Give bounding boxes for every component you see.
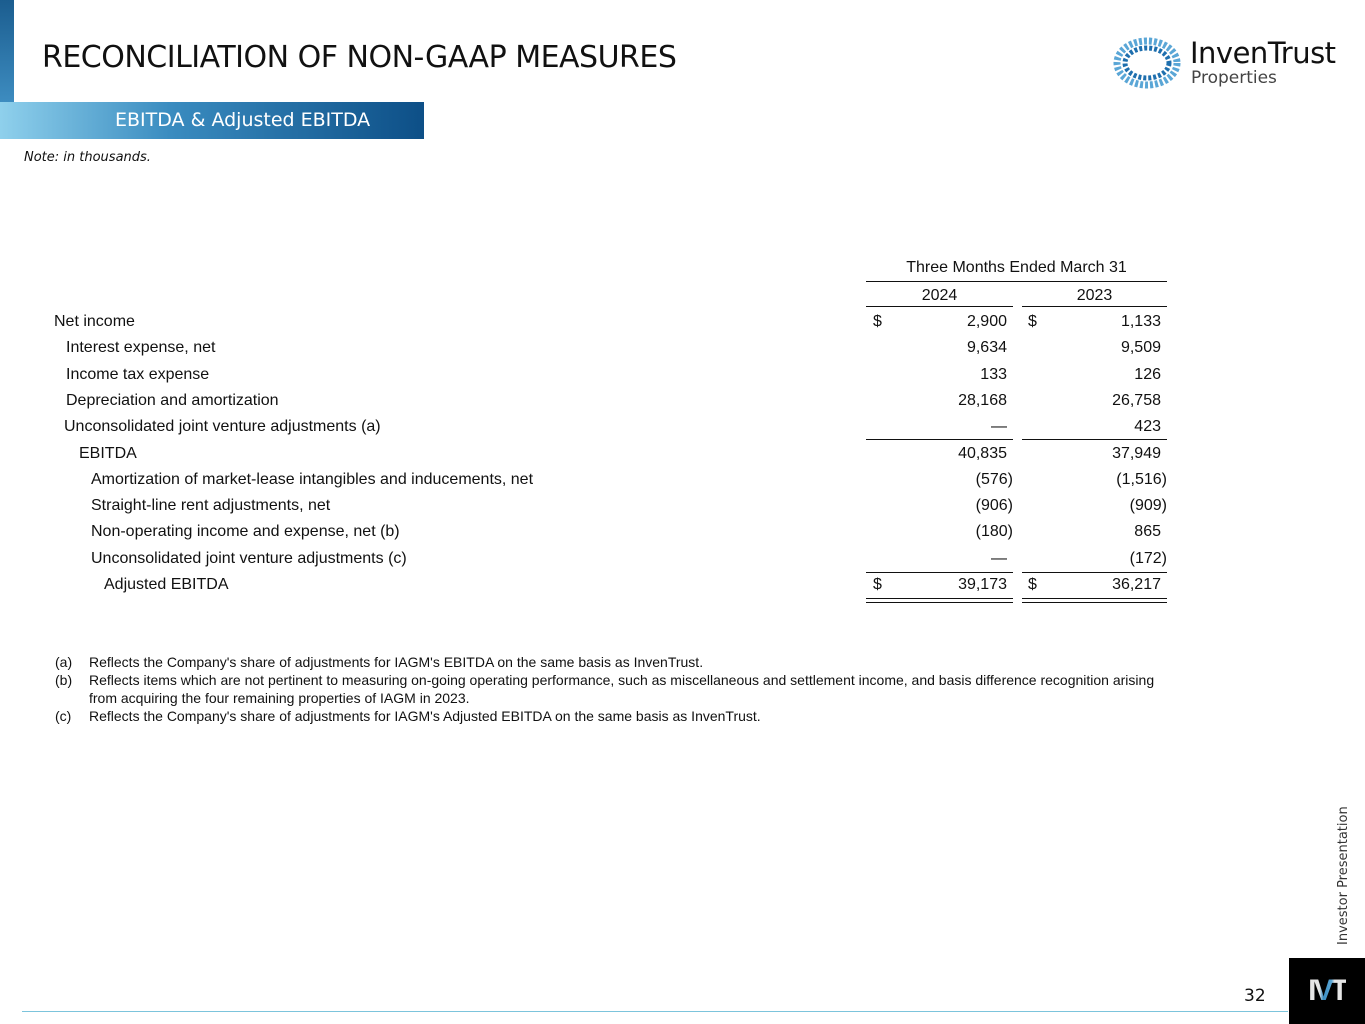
value-2023: 865 [1134,523,1161,541]
row-label: Unconsolidated joint venture adjustments (a) [64,418,381,436]
column-rule [1022,306,1167,307]
value-2023: 9,509 [1120,339,1161,357]
ivt-badge-logo [1289,958,1365,1024]
row-label: EBITDA [79,444,137,462]
column-2023: 2023 [1076,287,1113,304]
value-2023: 36,217 [1112,576,1161,593]
logo-name: InvenTrust [1190,36,1336,70]
row-label: Unconsolidated joint venture adjustments (c) [91,549,407,567]
row-label: Net income [54,313,135,330]
row-label: Straight-line rent adjustments, net [91,497,331,515]
row-label: Amortization of market-lease intangibles and inducements, net [91,470,534,488]
currency-symbol: $ [873,313,882,330]
note: Note: in thousands. [24,150,151,165]
page-title: RECONCILIATION OF NON-GAAP MEASURES [42,40,677,75]
subtitle: EBITDA & Adjusted EBITDA [115,109,371,131]
value-2024: 2,900 [966,313,1007,330]
value-2023: (1,516) [1116,470,1167,488]
row-label: Depreciation and amortization [66,391,279,409]
value-2023: 423 [1134,418,1161,436]
subtotal-rule [1022,439,1167,440]
subtotal-rule [866,572,1013,573]
side-label: Investor Presentation [1336,806,1351,945]
currency-symbol: $ [1028,576,1037,593]
total-double-rule [866,602,1013,603]
value-2023: 37,949 [1112,444,1161,462]
row-label: Adjusted EBITDA [104,576,229,593]
value-2024: (576) [975,470,1013,488]
period-header: Three Months Ended March 31 [906,259,1127,276]
logo-subtitle: Properties [1191,68,1277,88]
footnote-key: (b) [55,672,73,688]
value-2023: (909) [1129,497,1167,515]
column-rule [866,306,1013,307]
subtotal-rule [1022,572,1167,573]
value-2023: 1,133 [1120,313,1161,330]
row-label: Income tax expense [66,365,210,383]
value-2024: (180) [975,523,1013,541]
row-label: Non-operating income and expense, net (b) [91,523,400,541]
value-2023: 26,758 [1112,391,1161,409]
accent-bar [0,0,14,102]
footnote-text-continued: from acquiring the four remaining properties of IAGM in 2023. [89,690,470,706]
page-number: 32 [1244,986,1266,1006]
value-2024: 9,634 [966,339,1007,357]
footnote-text: Reflects items which are not pertinent to measuring on-going operating performance, such as miscellaneous and settlement income, and basis difference recognition arising [89,672,1155,688]
footer-divider [22,1011,1288,1012]
column-2024: 2024 [921,287,958,304]
footnote-key: (a) [55,654,73,670]
value-2024: 133 [980,365,1007,383]
value-2024: (906) [975,497,1013,515]
value-2024: — [991,549,1007,567]
value-2024: 40,835 [958,444,1007,462]
value-2024: 39,173 [958,576,1007,593]
footnote-text: Reflects the Company's share of adjustments for IAGM's EBITDA on the same basis as InvenTrust. [89,654,704,670]
subtotal-rule [866,439,1013,440]
header-rule [866,281,1167,282]
currency-symbol: $ [1028,313,1037,330]
value-2023: 126 [1134,365,1161,383]
inventrust-logo-icon [1112,36,1182,90]
ivt-badge-text: IVT [1308,974,1346,1007]
total-double-rule [866,598,1013,599]
total-double-rule [1022,602,1167,603]
value-2024: 28,168 [958,391,1007,409]
currency-symbol: $ [873,576,882,593]
footnote-key: (c) [55,708,72,724]
footnote-text: Reflects the Company's share of adjustments for IAGM's Adjusted EBITDA on the same basis as InvenTrust. [89,708,761,724]
value-2023: (172) [1129,549,1167,567]
value-2024: — [991,418,1007,436]
total-double-rule [1022,598,1167,599]
row-label: Interest expense, net [66,339,216,357]
